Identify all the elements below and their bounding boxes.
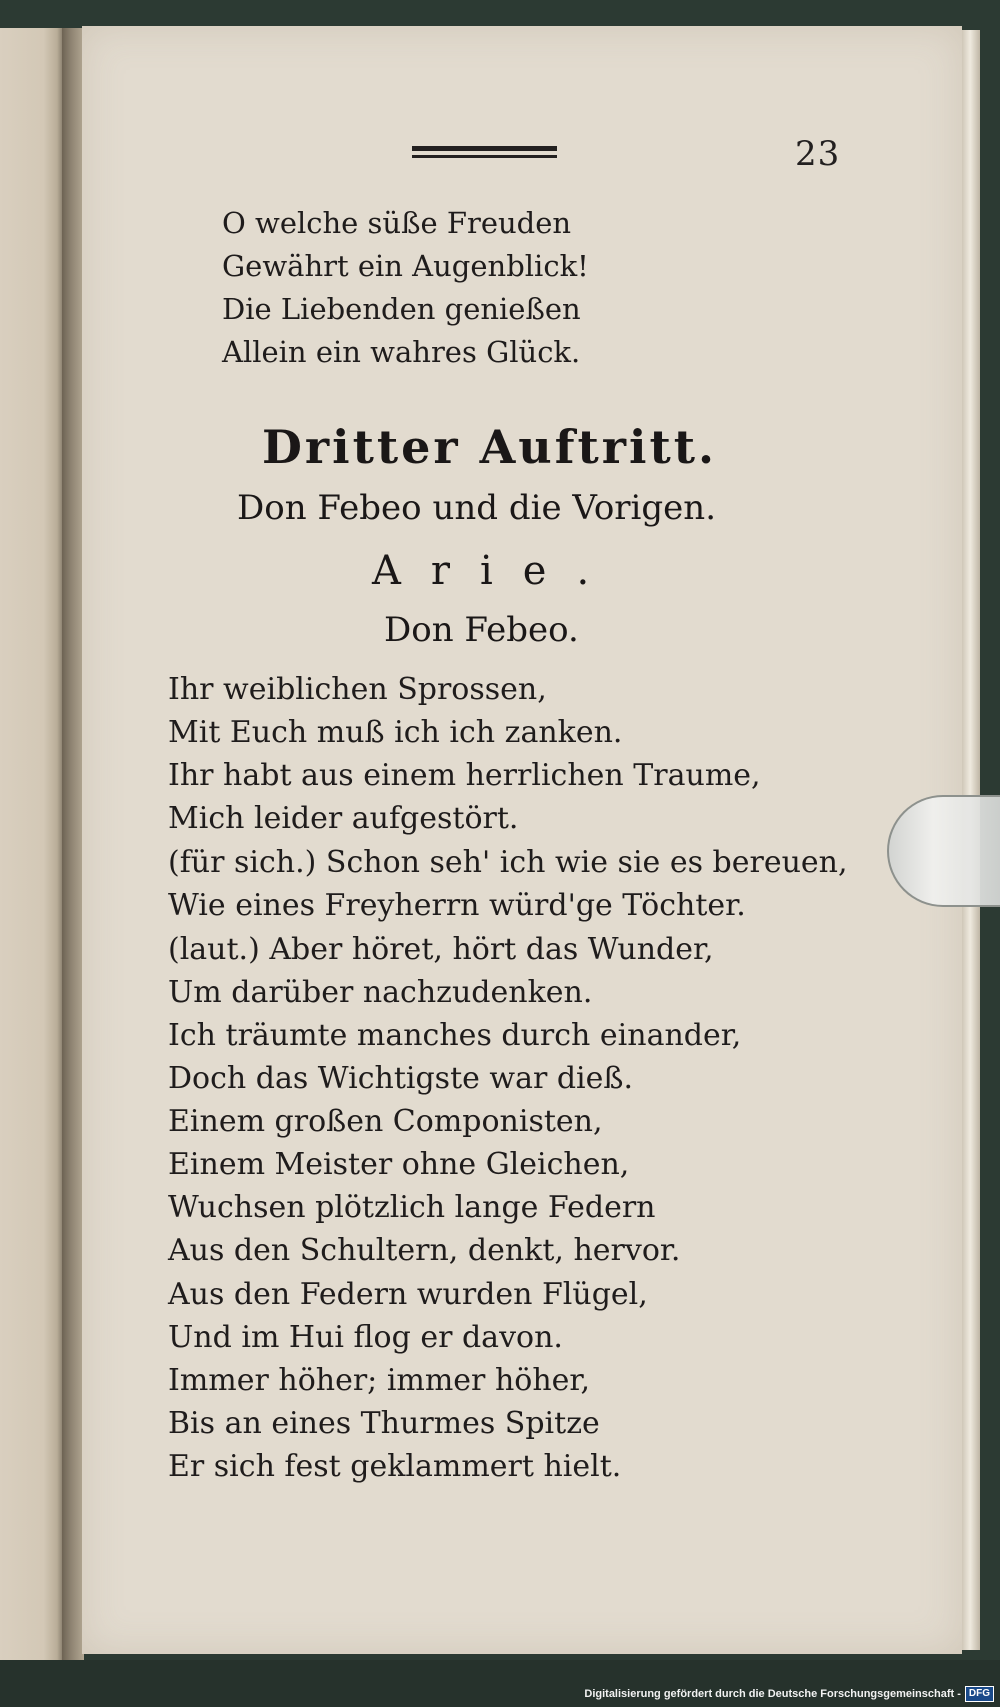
aria-line: Einem Meister ohne Gleichen, <box>168 1147 630 1182</box>
aria-line: Immer höher; immer höher, <box>168 1363 590 1398</box>
book-gutter <box>62 28 84 1660</box>
aria-line: Ihr habt aus einem herrlichen Traume, <box>168 758 761 793</box>
aria-line: Einem großen Componisten, <box>168 1104 603 1139</box>
aria-line: Mich leider aufgestört. <box>168 801 519 836</box>
aria-line: Um darüber nachzudenken. <box>168 975 593 1010</box>
aria-line: Bis an eines Thurmes Spitze <box>168 1406 600 1441</box>
aria-line: Und im Hui flog er davon. <box>168 1320 563 1355</box>
opening-verse-line: Allein ein wahres Glück. <box>222 335 581 369</box>
aria-line: Wie eines Freyherrn würd'ge Töchter. <box>168 888 746 923</box>
scan-footer-strip <box>0 1660 1000 1707</box>
aria-line: Doch das Wichtigste war dieß. <box>168 1061 633 1096</box>
page-number: 23 <box>795 134 841 174</box>
opening-verse-line: Gewährt ein Augenblick! <box>222 249 589 283</box>
opening-verse-line: Die Liebenden genießen <box>222 292 581 326</box>
credit-text: Digitalisierung gefördert durch die Deutsche Forschungsgemeinschaft - <box>584 1688 961 1700</box>
header-rule-thin <box>412 155 557 158</box>
aria-line: Aus den Federn wurden Flügel, <box>168 1277 648 1312</box>
aria-line: (für sich.) Schon seh' ich wie sie es bereuen, <box>168 845 848 880</box>
aria-line: (laut.) Aber höret, hört das Wunder, <box>168 932 714 967</box>
singer-name: Don Febeo. <box>384 610 579 650</box>
scene-characters: Don Febeo und die Vorigen. <box>237 488 717 528</box>
aria-line: Mit Euch muß ich ich zanken. <box>168 715 623 750</box>
aria-line: Ich träumte manches durch einander, <box>168 1018 742 1053</box>
aria-line: Wuchsen plötzlich lange Federn <box>168 1190 656 1225</box>
dfg-logo-icon: DFG <box>965 1686 994 1702</box>
scene-heading: Dritter Auftritt. <box>262 420 718 474</box>
digitization-credit <box>584 1686 994 1702</box>
header-rule-thick <box>412 146 557 151</box>
aria-title: Arie. <box>372 548 620 594</box>
aria-line: Aus den Schultern, denkt, hervor. <box>168 1233 681 1268</box>
opening-verse-line: O welche süße Freuden <box>222 206 572 240</box>
header-double-rule <box>412 146 557 160</box>
aria-line: Er sich fest geklammert hielt. <box>168 1449 622 1484</box>
scanner-clip-tab <box>887 795 1000 907</box>
aria-line: Ihr weiblichen Sprossen, <box>168 672 547 707</box>
left-page-edge <box>0 28 62 1660</box>
